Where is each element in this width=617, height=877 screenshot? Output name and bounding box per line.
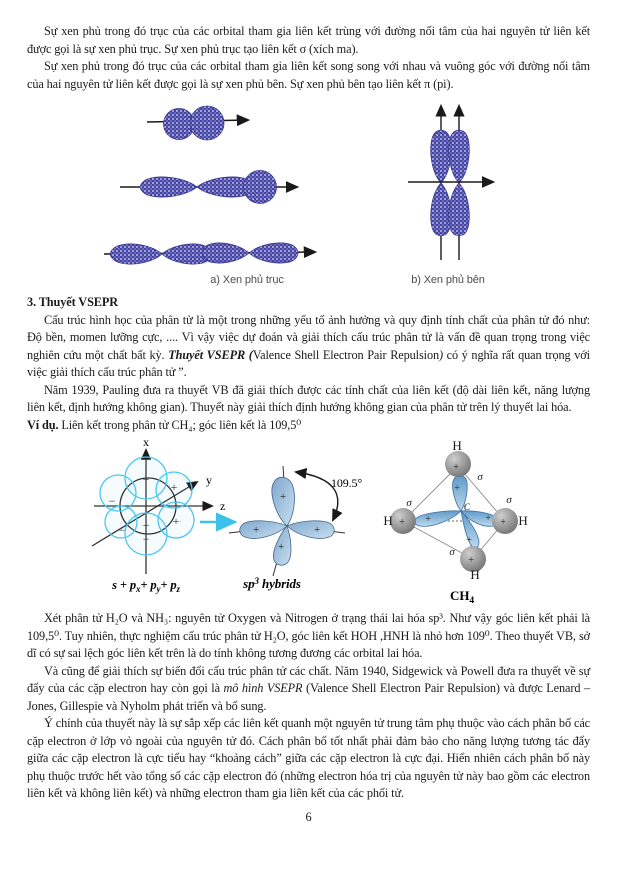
page-number: 6 bbox=[305, 809, 312, 824]
vsepr-history-end: (Valence Shell Electron Pair Repulsion) và được Lenard – Jones, Gillespie và Nyholm phát triển và bổ sung. bbox=[27, 681, 590, 713]
p-s-overlap-diagram bbox=[120, 171, 297, 204]
svg-text:+: + bbox=[399, 517, 405, 528]
carbon-label: C bbox=[464, 502, 470, 512]
svg-text:σ: σ bbox=[506, 494, 512, 506]
svg-text:+: + bbox=[485, 513, 491, 524]
ch4-molecule-diagram bbox=[383, 438, 527, 606]
vsepr-term-close: ) bbox=[439, 347, 443, 362]
s-s-overlap-diagram bbox=[147, 106, 248, 140]
vsepr-model-term: mô hình VSEPR bbox=[223, 681, 303, 695]
paragraph-h2o-nh3: Xét phân tử H₂O và NH₃: nguyên tử Oxygen và Nitrogen ở trạng thái lai hóa sp³. Như vậy góc liên kết phải là 109,5⁰. Tuy nhiên, thực nghiệm cấu trúc phân tử H₂O, góc liên kết HOH ,HNH là nhỏ hơn 109⁰. Theo thuyết VB, sở dĩ có sự sai lệch góc liên kết trên là do tính không tương đương các orbital lai hóa. bbox=[27, 611, 590, 660]
ch4-formula-label: $CH_4$ bbox=[450, 588, 474, 606]
example-label: Ví dụ. bbox=[27, 417, 59, 432]
axis-z-label: z bbox=[220, 499, 226, 513]
atomic-orbitals-diagram bbox=[92, 436, 225, 594]
svg-text:+: + bbox=[453, 462, 459, 473]
svg-text:+: + bbox=[500, 517, 506, 528]
svg-text:+: + bbox=[425, 514, 431, 525]
paragraph-lateral-overlap: Sự xen phủ trong đó trục của các orbital tham gia liên kết song song với nhau và vuông góc với đường nối tâm của hai nguyên tử liên kết được gọi là sự xen phủ bên. Sự xen phủ bên tạo liên kết π (pi). bbox=[27, 59, 590, 91]
vsepr-intro-text: Cấu trúc hình học của phân tử là một trong những yếu tố ảnh hưởng và quy định tính chất của phân tử đó như: Độ bền, momen lưỡng cực, .... Vì vậy việc dự đoán và giải thích cấu trúc phân tử là vấn đề quan trọng trong việc nghiên cứu một chất bất kỳ. bbox=[27, 312, 590, 362]
svg-text:−: − bbox=[142, 532, 150, 546]
figure-sp3-hybridization bbox=[0, 436, 617, 608]
svg-text:H: H bbox=[518, 513, 528, 528]
svg-text:+: + bbox=[172, 514, 180, 528]
svg-text:H: H bbox=[383, 513, 393, 528]
svg-text:+: + bbox=[466, 535, 472, 546]
svg-text:σ: σ bbox=[406, 497, 412, 509]
axis-x-label: x bbox=[143, 436, 149, 449]
svg-text:−: − bbox=[118, 523, 126, 537]
vsepr-history-start: Và cũng để giải thích sự biến đổi cấu trúc phân tử các chất. Năm 1940, Sidgewick và Powell đưa ra thuyết về sự đẩy của các cặp electron hay còn gọi là bbox=[27, 663, 590, 695]
axis-y-label: y bbox=[206, 473, 212, 487]
fig1-caption-axial: a) Xen phủ trục bbox=[210, 274, 284, 286]
paragraph-vsepr-main-idea: Ý chính của thuyết này là sự sắp xếp các liên kết quanh một nguyên tử trung tâm phụ thuộc vào cách phân bố các cặp electron ở lớp vỏ ngoài của nguyên tử đó. Cách phân bố tốt nhất phải đảm bảo cho năng lượng tương tác đẩy giữa các cặp electron là cực tiểu hay “khoảng cách” giữa các cặp electron là cực đại. Hiển nhiên cách phân bố này phụ thuộc trước hết vào tổng số các cặp electron đó (những electron hóa trị của nguyên tử này bao gồm các electron liên kết và không liên kết) và những electron tham gia liên kết của các phối tử. bbox=[27, 716, 590, 800]
paragraph-pauling-vb: Năm 1939, Pauling đưa ra thuyết VB đã giải thích được các tính chất của liên kết (độ dài liên kết, năng lượng liên kết, định hướng không gian). Thuyết này giải thích định hướng không gian của phân tử trên lý thuyết lai hóa. bbox=[27, 382, 590, 414]
paragraph-example bbox=[27, 417, 590, 435]
svg-text:+: + bbox=[277, 541, 285, 553]
fig1-caption-lateral: b) Xen phủ bên bbox=[411, 274, 485, 286]
svg-text:+: + bbox=[454, 483, 460, 494]
svg-text:+: + bbox=[252, 524, 260, 536]
sp3-hybrids-diagram bbox=[229, 466, 362, 591]
sp3-hybrids-label: $sp^3$ hybrids bbox=[243, 576, 301, 591]
vsepr-term-bold: Thuyết VSEPR ( bbox=[168, 347, 253, 362]
svg-text:+: + bbox=[313, 524, 321, 536]
svg-text:+: + bbox=[279, 491, 287, 503]
svg-text:H: H bbox=[470, 567, 480, 582]
svg-text:σ: σ bbox=[449, 546, 455, 558]
paragraph-vsepr-intro bbox=[27, 312, 590, 382]
paragraph-vsepr-history bbox=[27, 663, 590, 716]
example-text: Liên kết trong phân tử CH₄; góc liên kết là 109,5⁰ bbox=[58, 417, 302, 432]
p-p-axial-overlap-diagram bbox=[104, 243, 315, 264]
svg-text:H: H bbox=[452, 438, 462, 453]
svg-text:−: − bbox=[108, 494, 116, 508]
vsepr-intro-end: có ý nghĩa rất quan trọng với việc giải thích cấu trúc phân tử ”. bbox=[27, 347, 590, 379]
vsepr-term-expansion: Valence Shell Electron Pair Repulsion bbox=[252, 347, 439, 362]
p-p-lateral-overlap-diagram bbox=[408, 106, 493, 260]
figure-orbital-overlap bbox=[0, 98, 617, 288]
svg-text:σ: σ bbox=[477, 471, 483, 483]
svg-text:+: + bbox=[142, 518, 150, 532]
section-heading-vsepr: 3. Thuyết VSEPR bbox=[27, 295, 119, 309]
bond-angle-label: 109.5° bbox=[331, 476, 363, 490]
svg-text:+: + bbox=[468, 555, 474, 566]
orbital-combination-label: $s + p_x+ p_y+ p_z$ bbox=[112, 578, 180, 594]
paragraph-axial-overlap: Sự xen phủ trong đó trục của các orbital tham gia liên kết trùng với đường nối tâm của hai nguyên tử liên kết được gọi là sự xen phủ trục. Sự xen phủ trục tạo liên kết σ (xích ma). bbox=[27, 24, 590, 56]
svg-text:+: + bbox=[142, 472, 150, 486]
svg-text:+: + bbox=[170, 480, 178, 494]
